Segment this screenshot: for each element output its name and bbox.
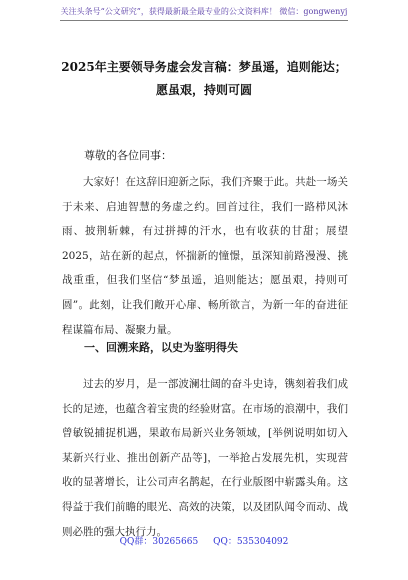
body-paragraph-2: 过去的岁月，是一部波澜壮阔的奋斗史诗，镌刻着我们成长的足迹，也蕴含着宝贵的经验财富。在市场的浪潮中，我们曾敏锐捕捉机遇，果敢布局新兴业务领域，[举例说明如切入某新兴行业、推出创新产品等]，一举抢占发展先机，实现营收的显著增长，让公司声名鹊起，在行业版图中崭露头角。这得益于我们前瞻的眼光、高效的决策，以及团队闻令而动、战则必胜的强大执行力。: [62, 378, 348, 538]
footer-qq: QQ：535304092: [213, 537, 289, 547]
footer-contact: [0, 536, 408, 548]
section-heading-1: 一、回溯来路，以史为鉴明得失: [84, 341, 238, 354]
header-divider: [60, 20, 348, 21]
salutation: 尊敬的各位同事：: [84, 149, 172, 162]
document-title: 2025年主要领导务虚会发言稿：梦虽遥，追则能达；愿虽艰，持则可圆: [61, 60, 347, 97]
footer-qq-group: QQ群：30265665: [119, 537, 199, 547]
header-banner: 关注头条号“公文研究”，获得最新最全最专业的公文资料库！ 微信：gongwenyj: [60, 7, 348, 16]
body-paragraph-1: 大家好！在这辞旧迎新之际，我们齐聚于此。共赴一场关于未来、启迪智慧的务虚之约。回首过往，我们一路栉风沐雨、披荆斩棘，有过拼搏的汗水，也有收获的甘甜；展望2025，站在新的起点，怀揣新的憧憬，虽深知前路漫漫、挑战重重，但我们坚信“梦虽遥，追则能达；愿虽艰，持则可圆”。此刻，让我们敞开心扉、畅所欲言，为新一年的奋进征程谋篇布局、凝聚力量。: [62, 176, 348, 336]
